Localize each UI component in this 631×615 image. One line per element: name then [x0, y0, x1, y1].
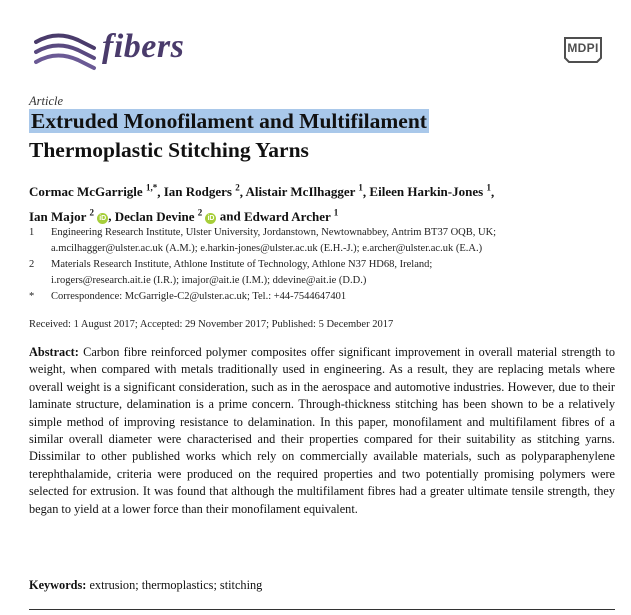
author[interactable] [164, 184, 240, 199]
orcid-icon[interactable]: iD [99, 214, 107, 222]
publication-dates: Received: 1 August 2017; Accepted: 29 November 2017; Published: 5 December 2017 [29, 319, 394, 330]
affiliation [29, 289, 619, 305]
affiliation-line: Correspondence: McGarrigle-C2@ulster.ac.uk; Tel.: +44-7544647401 [51, 291, 347, 302]
affiliation-list [29, 225, 619, 305]
author-affiliation-mark: 2 [197, 207, 203, 218]
affiliation [29, 257, 619, 289]
affiliation-mark: * [29, 291, 35, 302]
author-name: Eileen Harkin-Jones [369, 184, 484, 200]
author[interactable] [29, 209, 108, 224]
author-name: Edward Archer [243, 208, 331, 224]
author[interactable] [29, 184, 157, 199]
author-affiliation-mark: 1 [358, 183, 363, 193]
affiliation-mark: 1 [29, 227, 35, 238]
author-list: Cormac McGarrigle $^{1,*}$, Ian Rodgers $^2$, Alistair McIlhagger $^1$, Eileen Harkin-Jones $^1$, Ian Major $^2$ iD , Declan Devine $^2$ iD and Edward Archer $^1$ [29, 183, 495, 224]
affiliation-line: Engineering Research Institute, Ulster University, Jordanstown, Newtownabbey, Antrim BT37 OQB, UK; [51, 227, 497, 238]
journal-logo-icon [34, 26, 98, 74]
author-affiliation-mark: 1 [486, 183, 491, 193]
abstract-label: Abstract: [29, 345, 79, 359]
affiliation [29, 225, 619, 257]
divider [29, 609, 615, 610]
journal-name: fibers [102, 28, 185, 65]
title-line-1: Extruded Monofilament and Multifilament [31, 109, 427, 133]
affiliation-mark: 2 [29, 259, 35, 270]
author-name: Ian Rodgers [163, 184, 232, 200]
affiliation-line: a.mcilhagger@ulster.ac.uk (A.M.); e.harkin-jones@ulster.ac.uk (E.H.-J.); e.archer@ulster.ac.uk (E.A.) [51, 243, 483, 254]
page-title [29, 107, 429, 165]
affiliation-line: Materials Research Institute, Athlone Institute of Technology, Athlone N37 HD68, Ireland; [51, 259, 433, 270]
author[interactable] [246, 184, 363, 199]
abstract [29, 344, 615, 518]
keywords-label: Keywords: [29, 578, 87, 592]
abstract-text: Carbon fibre reinforced polymer composites offer significant improvement in overall material strength to weight, when compared with metals traditionally used in engineering. As a result, they are replacing metals where overall weight is a significant consideration, such as in the aerospace and automotive industries. However, due to their laminate structure, delamination is a prime concern. Through-thickness stitching has been shown to be a relatively simple method of improving resistance to delamination. In this paper, monofilament and multifilament fibres of a similar overall diameter were characterised and their properties compared for their suitability as stitching yarns. Dissimilar to other published works which rely on commercially available materials, such as polyparaphenylene terephthalamide, criteria were produced on the required properties and two potentially promising polymers were selected for extrusion. It was found that although the multifilament fibres had a greater ultimate tensile strength, they began to yield at a lower force than their monofilament equivalent. [29, 345, 615, 516]
keywords-text: extrusion; thermoplastics; stitching [89, 578, 263, 592]
author-name: Declan Devine [114, 208, 195, 224]
author-name: Ian Major [29, 208, 87, 224]
author-affiliation-mark: 2 [89, 207, 94, 218]
author[interactable] [244, 209, 338, 224]
publisher-logo [561, 36, 605, 64]
author[interactable] [115, 209, 217, 224]
author-affiliation-mark: 2 [235, 183, 240, 193]
affiliation-line: i.rogers@research.ait.ie (I.R.); imajor@ait.ie (I.M.); ddevine@ait.ie (D.D.) [51, 275, 367, 286]
keywords [29, 578, 262, 593]
publisher-name: MDPI [567, 41, 599, 55]
article-type: Article [29, 94, 64, 108]
author-affiliation-mark: 1,* [145, 183, 158, 193]
author[interactable] [369, 184, 491, 199]
author-name: Alistair McIlhagger [245, 184, 356, 200]
author-affiliation-mark: 1 [333, 207, 339, 218]
orcid-icon[interactable]: iD [207, 214, 215, 222]
title-line-2: Thermoplastic Stitching Yarns [29, 138, 309, 162]
author-name: Cormac McGarrigle [29, 184, 143, 200]
